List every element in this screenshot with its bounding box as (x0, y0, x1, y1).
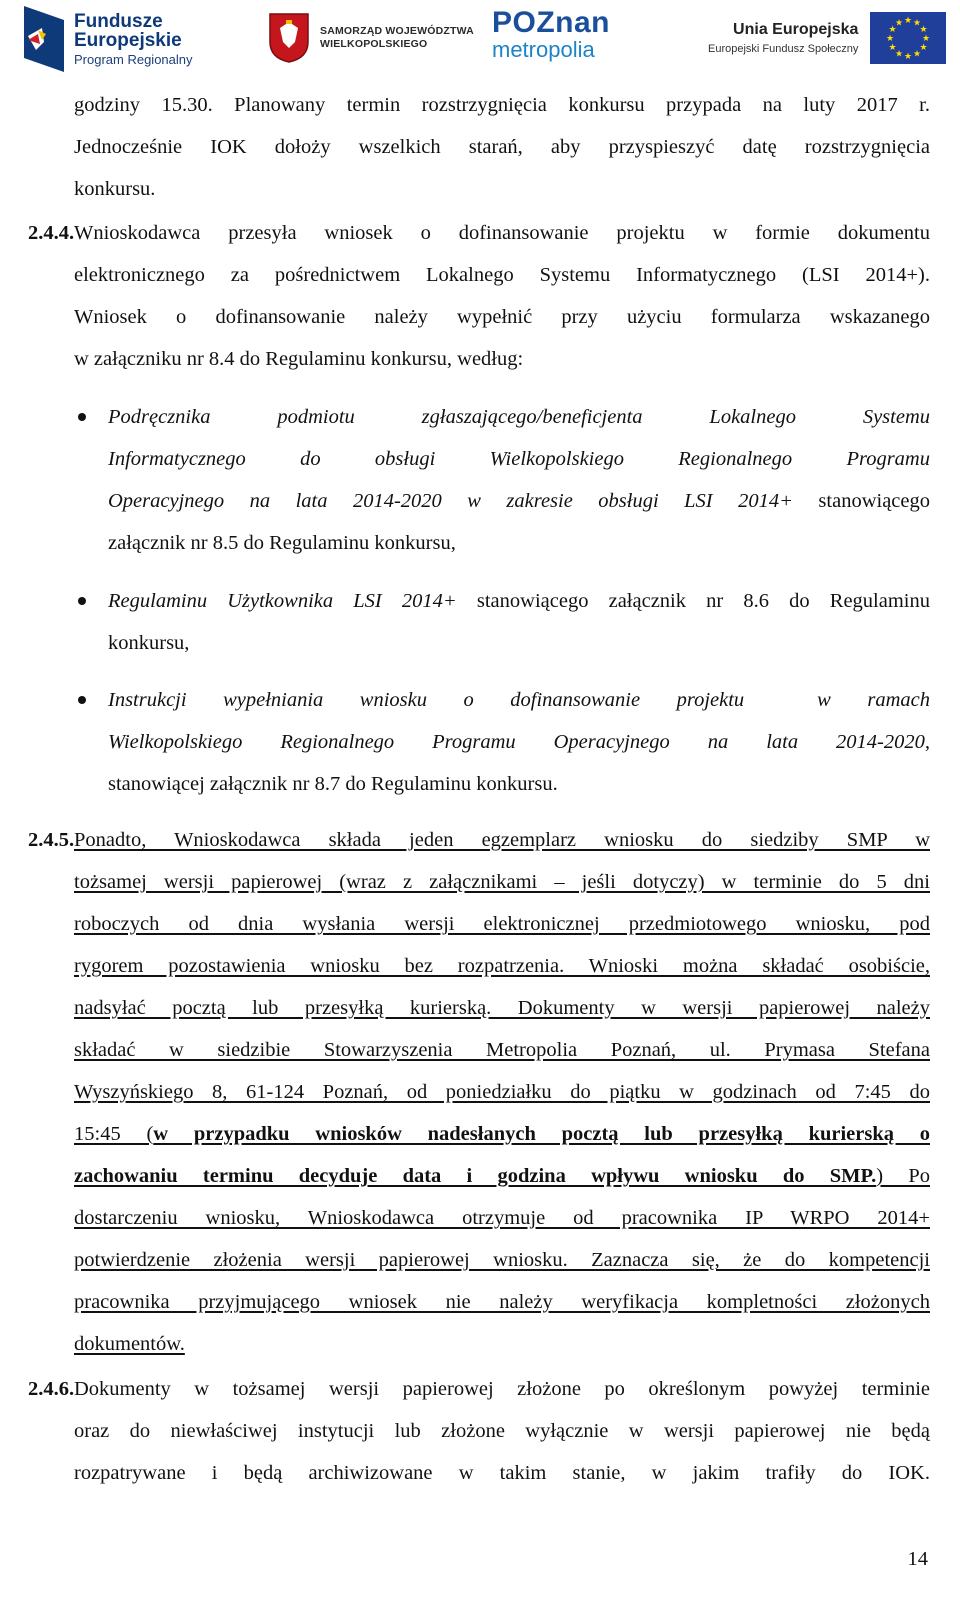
svg-text:★: ★ (895, 18, 904, 29)
b1-line4: załącznik nr 8.5 do Regulaminu konkursu, (108, 532, 456, 554)
section-number-2-4-6: 2.4.6. (28, 1378, 75, 1400)
b1-line1: Podręcznika podmiotu zgłaszającego/beneficjenta Lokalnego Systemu (108, 406, 930, 428)
fe-line1: Fundusze (74, 11, 163, 32)
bullet-dot (78, 696, 86, 704)
svg-text:★: ★ (888, 43, 897, 53)
s244-line3: Wniosek o dofinansowanie należy wypełnić przy użyciu formularza wskazanego (74, 306, 930, 328)
svg-text:★: ★ (913, 49, 922, 60)
s245-line4: rygorem pozostawienia wniosku bez rozpatrzenia. Wnioski można składać osobiście, (74, 955, 930, 977)
b3-line3: stanowiącej załącznik nr 8.7 do Regulaminu konkursu. (108, 773, 558, 795)
logo-bar (0, 0, 960, 82)
b2-line1-italic: Regulaminu Użytkownika LSI 2014+ (108, 590, 457, 612)
s245-line5: nadsyłać pocztą lub przesyłką kurierską. Dokumenty w wersji papierowej należy (74, 997, 930, 1019)
s244-line4: w załączniku nr 8.4 do Regulaminu konkursu, według: (74, 348, 524, 370)
s245-line7: Wyszyńskiego 8, 61-124 Poznań, od poniedziałku do piątku w godzinach od 7:45 do (74, 1081, 930, 1103)
s245-line8-bold: w przypadku wniosków nadesłanych pocztą lub przesyłką kurierską o (153, 1123, 930, 1145)
b2-line1 (108, 588, 930, 614)
svg-text:★: ★ (895, 49, 904, 60)
fe-flag-icon (24, 6, 64, 72)
svg-text:★: ★ (904, 52, 913, 62)
svg-text:★: ★ (888, 25, 897, 35)
samorzad-line1: SAMORZĄD WOJEWÓDZTWA (320, 24, 474, 37)
s245-line2: tożsamej wersji papierowej (wraz z załącznikami – jeśli dotyczy) w terminie do 5 dni (74, 871, 930, 893)
bullet-dot (78, 413, 86, 421)
para0-line3: konkursu. (74, 178, 156, 200)
s245-line8-a: 15:45 ( (74, 1123, 154, 1145)
samorzad-text (320, 25, 474, 51)
eagle-shield-icon (268, 12, 310, 64)
poznan-sub: metropolia (492, 37, 595, 62)
s245-line9 (74, 1163, 930, 1189)
b1-line3-italic: Operacyjnego na lata 2014-2020 w zakresie obsługi LSI 2014+ (108, 490, 793, 512)
b2-line2: konkursu, (108, 632, 190, 654)
s245-line3: roboczych od dnia wysłania wersji elektronicznej przedmiotowego wniosku, pod (74, 913, 930, 935)
s246-line2: oraz do niewłaściwej instytucji lub złożone wyłącznie w wersji papierowej nie będą (74, 1420, 930, 1442)
para0-line2: Jednocześnie IOK dołoży wszelkich starań, aby przyspieszyć datę rozstrzygnięcia (74, 136, 930, 158)
ue-text (708, 21, 858, 55)
svg-text:★: ★ (922, 34, 931, 44)
s246-line3: rozpatrywane i będą archiwizowane w takim stanie, w jakim trafiły do IOK. (74, 1462, 930, 1484)
fe-text (74, 12, 193, 66)
s245-line11: potwierdzenie złożenia wersji papierowej wniosku. Zaznacza się, że do kompetencji (74, 1249, 930, 1271)
b1-line3-normal: stanowiącego (792, 490, 931, 512)
s245-line9-b: ) Po (876, 1165, 930, 1187)
samorzad-line2: WIELKOPOLSKIEGO (320, 38, 428, 50)
svg-text:★: ★ (904, 16, 913, 26)
fundusze-europejskie-logo (24, 6, 193, 72)
eu-flag-icon (870, 12, 946, 64)
fe-line2: Europejskie (74, 30, 182, 51)
s245-line1: Ponadto, Wnioskodawca składa jeden egzemplarz wniosku do siedziby SMP w (74, 829, 930, 851)
poznan-main: POZnan (492, 6, 611, 39)
svg-text:★: ★ (919, 25, 928, 35)
ue-line2: Europejski Fundusz Społeczny (708, 43, 859, 55)
section-number-2-4-5: 2.4.5. (28, 829, 75, 851)
s245-line9-bold: zachowaniu terminu decyduje data i godzina wpływu wniosku do SMP. (74, 1165, 877, 1187)
page-number: 14 (907, 1548, 928, 1570)
section-number-2-4-4: 2.4.4. (28, 222, 75, 244)
bullet-dot (78, 597, 86, 605)
s245-line8 (74, 1121, 930, 1147)
svg-text:★: ★ (919, 43, 928, 53)
para0-line1: godziny 15.30. Planowany termin rozstrzygnięcia konkursu przypada na luty 2017 r. (74, 94, 930, 116)
b3-line1: Instrukcji wypełniania wniosku o dofinansowanie projektu w ramach (108, 689, 930, 711)
b3-line2: Wielkopolskiego Regionalnego Programu Operacyjnego na lata 2014-2020, (108, 731, 930, 753)
s245-line10: dostarczeniu wniosku, Wnioskodawca otrzymuje od pracownika IP WRPO 2014+ (74, 1207, 930, 1229)
s246-line1: Dokumenty w tożsamej wersji papierowej złożone po określonym powyżej terminie (74, 1378, 930, 1400)
b1-line2: Informatycznego do obsługi Wielkopolskiego Regionalnego Programu (108, 448, 930, 470)
unia-europejska-logo (708, 12, 946, 64)
ue-line1: Unia Europejska (733, 21, 859, 38)
poznan-metropolia-logo (492, 8, 610, 61)
s244-line2: elektronicznego za pośrednictwem Lokalnego Systemu Informatycznego (LSI 2014+). (74, 264, 930, 286)
svg-text:★: ★ (913, 18, 922, 29)
b2-line1-normal: stanowiącego załącznik nr 8.6 do Regulaminu (456, 590, 930, 612)
fe-line3: Program Regionalny (74, 52, 193, 67)
s245-line12: pracownika przyjmującego wniosek nie należy weryfikacja kompletności złożonych (74, 1291, 930, 1313)
s245-line13: dokumentów. (74, 1333, 185, 1355)
svg-text:★: ★ (886, 34, 895, 44)
s244-line1: Wnioskodawca przesyła wniosek o dofinansowanie projektu w formie dokumentu (74, 222, 930, 244)
s245-line6: składać w siedzibie Stowarzyszenia Metropolia Poznań, ul. Prymasa Stefana (74, 1039, 930, 1061)
b1-line3 (108, 488, 930, 514)
samorzad-logo (268, 12, 474, 64)
